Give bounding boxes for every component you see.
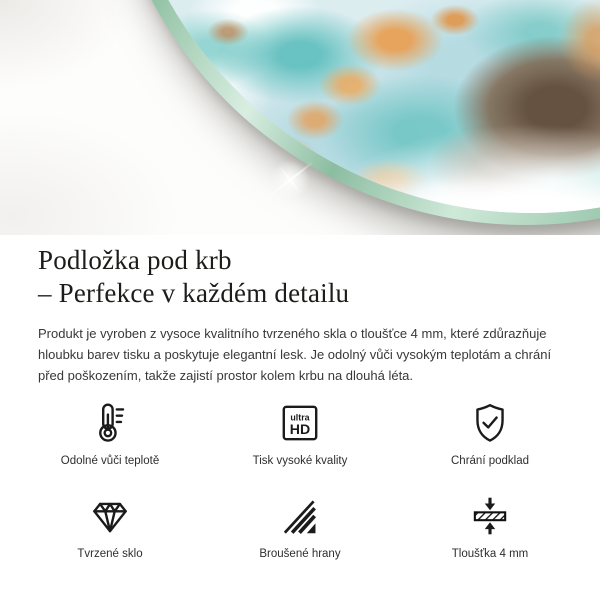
feature-print-quality [205, 398, 395, 467]
feature-thickness [395, 491, 585, 560]
thermometer-icon [87, 398, 133, 448]
feature-tempered-glass [15, 491, 205, 560]
page-title-line1: Podložka pod krb [38, 245, 232, 275]
marble-print-glass-top [0, 0, 600, 235]
page-title [38, 244, 562, 310]
feature-label: Broušené hrany [259, 548, 341, 560]
svg-text:HD: HD [289, 420, 311, 437]
feature-label: Odolné vůči teplotě [60, 455, 160, 467]
feature-label: Tloušťka 4 mm [451, 548, 529, 560]
feature-label: Chrání podklad [451, 455, 529, 467]
shield-check-icon [467, 398, 513, 448]
svg-text:ultra: ultra [290, 412, 310, 423]
diamond-icon [87, 491, 133, 541]
feature-grid [15, 398, 585, 560]
feature-label: Tisk vysoké kvality [252, 455, 348, 467]
feature-label: Tvrzené sklo [77, 548, 143, 560]
beveled-edges-icon [277, 491, 323, 541]
thickness-icon [467, 491, 513, 541]
ultra-hd-icon [277, 398, 323, 448]
feature-protects-floor [395, 398, 585, 467]
product-hero-image [0, 0, 600, 235]
feature-polished-edges [205, 491, 395, 560]
product-description: Produkt je vyroben z vysoce kvalitního tvrzeného skla o tloušťce 4 mm, které zdůrazňuje hloubku barev tisku a poskytuje elegantní lesk. Je odolný vůči vysokým teplotám a chrání před poškozením, takže zajistí prostor kolem krbu na dlouhá léta. [38, 326, 552, 383]
feature-heat-resistant [15, 398, 205, 467]
page-title-line2: – Perfekce v každém detailu [38, 278, 350, 308]
